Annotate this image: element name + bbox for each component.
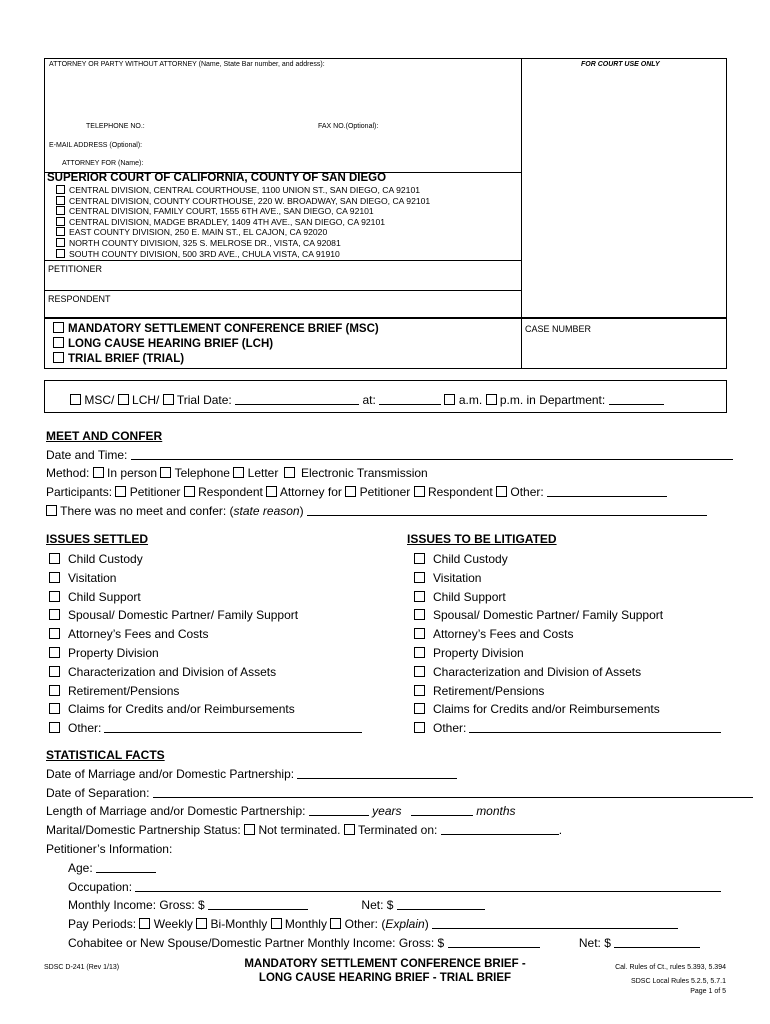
years-field[interactable] (309, 804, 369, 816)
not-terminated-checkbox[interactable] (244, 824, 255, 835)
pm-checkbox[interactable] (486, 394, 497, 405)
issue-item (414, 663, 721, 682)
issue-item (49, 682, 362, 701)
issue-label: Retirement/Pensions (68, 683, 180, 698)
footer-title-1: MANDATORY SETTLEMENT CONFERENCE BRIEF - (244, 958, 526, 970)
status-label: Marital/Domestic Partnership Status: (46, 823, 241, 837)
telephone-checkbox[interactable] (160, 467, 171, 478)
case-number-label: CASE NUMBER (525, 324, 592, 334)
terminated-on-label: Terminated on: (357, 823, 438, 837)
brief-type-checkbox[interactable] (53, 337, 64, 348)
settled-other-field[interactable] (104, 721, 362, 733)
settled-issue-checkbox[interactable] (49, 553, 60, 564)
letter-checkbox[interactable] (233, 467, 244, 478)
division-label: CENTRAL DIVISION, MADGE BRADLEY, 1409 4TH AVE., SAN DIEGO, CA 92101 (69, 216, 386, 227)
marriage-date-field[interactable] (297, 767, 457, 779)
close-paren: ) (299, 504, 304, 518)
telephone-label: TELEPHONE NO.: (86, 123, 145, 130)
division-checkbox[interactable] (56, 206, 65, 215)
occupation-field[interactable] (135, 880, 721, 892)
division-checkbox[interactable] (56, 217, 65, 226)
division-item (56, 238, 430, 249)
method-option: Letter (247, 466, 279, 480)
participant-option: Petitioner (359, 485, 411, 499)
gross-income-field[interactable] (208, 898, 308, 910)
issue-item (414, 569, 721, 588)
division-item (56, 249, 430, 260)
participants-row (46, 485, 667, 499)
issue-item (49, 606, 362, 625)
issue-item (414, 644, 721, 663)
trial-checkbox[interactable] (163, 394, 174, 405)
age-label: Age: (68, 861, 93, 875)
date-time-field[interactable] (131, 448, 733, 460)
form-id: SDSC D-241 (Rev 1/13) (44, 964, 120, 971)
pay-periods-row (68, 917, 678, 931)
participant-option: Other: (510, 485, 544, 499)
issue-label: Child Custody (68, 552, 143, 566)
trial-date-label: Trial Date: (176, 393, 232, 407)
cohabitee-net-field[interactable] (614, 936, 700, 948)
attorney-label: ATTORNEY OR PARTY WITHOUT ATTORNEY (Name, State Bar number, and address): (49, 61, 325, 68)
rules-2: SDSC Local Rules 5.2.5, 5.7.1 (631, 978, 726, 985)
terminated-checkbox[interactable] (344, 824, 355, 835)
age-row (68, 861, 156, 875)
issue-item (414, 682, 721, 701)
bimonthly-label: Bi-Monthly (210, 917, 268, 931)
issue-label: Retirement/Pensions (433, 683, 545, 698)
electronic-checkbox[interactable] (284, 467, 295, 478)
separation-date-label: Date of Separation: (46, 786, 150, 800)
close-paren: ) (424, 917, 429, 931)
no-meet-reason-field[interactable] (307, 504, 707, 516)
division-label: NORTH COUNTY DIVISION, 325 S. MELROSE DR., VISTA, CA 92081 (69, 237, 341, 248)
litigated-issue-checkbox[interactable] (414, 609, 425, 620)
cohabitee-label: Cohabitee or New Spouse/Domestic Partner Monthly Income: Gross: $ (68, 936, 445, 950)
issue-label: Other: (433, 721, 467, 736)
bimonthly-checkbox[interactable] (196, 918, 207, 929)
time-field[interactable] (379, 393, 441, 405)
division-item (56, 217, 430, 228)
meet-confer-title: MEET AND CONFER (46, 429, 163, 443)
division-label: EAST COUNTY DIVISION, 250 E. MAIN ST., EL CAJON, CA 92020 (69, 227, 328, 238)
no-meet-row (46, 504, 707, 518)
date-time-label: Date and Time: (46, 448, 128, 462)
terminated-on-field[interactable] (441, 823, 559, 835)
status-row (46, 823, 562, 837)
method-label: Method: (46, 466, 90, 480)
method-row (46, 466, 428, 480)
brief-type-checkbox[interactable] (53, 322, 64, 333)
brief-type-list (53, 322, 379, 367)
pm-label: p.m. in Department: (499, 393, 606, 407)
separation-date-row (46, 786, 753, 800)
division-checkbox[interactable] (56, 196, 65, 205)
attorney-for-label: ATTORNEY FOR (Name): (62, 160, 144, 167)
issue-label: Other: (68, 721, 102, 736)
marriage-date-row (46, 767, 457, 781)
settled-issue-checkbox[interactable] (49, 609, 60, 620)
brief-type-checkbox[interactable] (53, 352, 64, 363)
issue-item (414, 719, 721, 738)
years-label: years (372, 804, 402, 818)
length-row (46, 804, 516, 818)
issue-item (414, 550, 721, 569)
attorney-petitioner-checkbox[interactable] (345, 486, 356, 497)
issue-label: Visitation (68, 570, 117, 585)
pet-info-label: Petitioner’s Information: (46, 842, 173, 856)
petitioner-label: PETITIONER (48, 264, 103, 274)
not-terminated-label: Not terminated. (258, 823, 341, 837)
date-time-row (46, 448, 733, 462)
other-explain-label: Other: ( (344, 917, 386, 931)
department-field[interactable] (609, 393, 664, 405)
court-use-box (521, 58, 727, 318)
no-meet-label: There was no meet and confer: ( (60, 504, 234, 518)
brief-type-label: TRIAL BRIEF (TRIAL) (68, 353, 185, 365)
court-use-label: FOR COURT USE ONLY (581, 61, 660, 68)
weekly-checkbox[interactable] (139, 918, 150, 929)
division-checkbox[interactable] (56, 185, 65, 194)
issue-label: Property Division (68, 645, 159, 660)
brief-type-label: LONG CAUSE HEARING BRIEF (LCH) (68, 338, 274, 350)
lch-label: LCH/ (132, 393, 160, 407)
state-reason-label: state reason (233, 504, 300, 518)
participant-option: Respondent (198, 485, 263, 499)
page-number: Page 1 of 5 (690, 988, 726, 995)
litigated-issue-checkbox[interactable] (414, 685, 425, 696)
division-item (56, 206, 430, 217)
occupation-row (68, 880, 721, 894)
litigated-issue-checkbox[interactable] (414, 722, 425, 733)
division-label: CENTRAL DIVISION, CENTRAL COURTHOUSE, 1100 UNION ST., SAN DIEGO, CA 92101 (69, 185, 421, 195)
brief-type-item (53, 352, 379, 367)
monthly-income-label: Monthly Income: Gross: $ (68, 898, 205, 912)
participant-other-field[interactable] (547, 485, 667, 497)
issue-item (49, 588, 362, 607)
months-label: months (476, 804, 516, 818)
issue-item (49, 550, 362, 569)
trial-date-field[interactable] (235, 393, 359, 405)
issue-label: Claims for Credits and/or Reimbursements (433, 702, 660, 717)
attorney-respondent-checkbox[interactable] (414, 486, 425, 497)
division-label: CENTRAL DIVISION, COUNTY COURTHOUSE, 220 W. BROADWAY, SAN DIEGO, CA 92101 (69, 195, 431, 206)
issue-label: Spousal/ Domestic Partner/ Family Support (433, 608, 664, 623)
issues-litigated-list (414, 550, 721, 738)
no-meet-checkbox[interactable] (46, 505, 57, 516)
brief-type-label: MANDATORY SETTLEMENT CONFERENCE BRIEF (MSC) (68, 323, 379, 335)
division-item (56, 196, 430, 207)
method-option: Telephone (174, 466, 230, 480)
marriage-date-label: Date of Marriage and/or Domestic Partnership: (46, 767, 295, 781)
am-label: a.m. (458, 393, 483, 407)
division-checkbox[interactable] (56, 227, 65, 236)
issue-item (49, 663, 362, 682)
participant-petitioner-checkbox[interactable] (115, 486, 126, 497)
participants-label: Participants: (46, 485, 113, 499)
issue-item (414, 588, 721, 607)
issue-item (49, 625, 362, 644)
litigated-issue-checkbox[interactable] (414, 591, 425, 602)
issue-label: Characterization and Division of Assets (433, 664, 642, 679)
brief-type-item (53, 337, 379, 352)
brief-type-item (53, 322, 379, 337)
litigated-issue-checkbox[interactable] (414, 628, 425, 639)
division-item (56, 185, 430, 196)
litigated-issue-checkbox[interactable] (414, 647, 425, 658)
monthly-label: Monthly (284, 917, 327, 931)
issue-label: Child Support (68, 589, 141, 604)
income-row (68, 898, 485, 912)
issue-label: Visitation (433, 570, 482, 585)
settled-issue-checkbox[interactable] (49, 722, 60, 733)
settled-issue-checkbox[interactable] (49, 647, 60, 658)
division-label: CENTRAL DIVISION, FAMILY COURT, 1555 6TH AVE., SAN DIEGO, CA 92101 (69, 206, 374, 217)
email-label: E-MAIL ADDRESS (Optional): (49, 142, 143, 149)
age-field[interactable] (96, 861, 156, 873)
settled-issue-checkbox[interactable] (49, 628, 60, 639)
issue-item (49, 700, 362, 719)
statistical-title: STATISTICAL FACTS (46, 748, 165, 762)
trial-date-row (70, 393, 664, 407)
participant-option: Attorney for (279, 485, 342, 499)
participant-option: Petitioner (129, 485, 181, 499)
litigated-issue-checkbox[interactable] (414, 572, 425, 583)
method-option: Electronic Transmission (301, 466, 428, 480)
occupation-label: Occupation: (68, 880, 133, 894)
issue-label: Child Support (433, 589, 506, 604)
settled-issue-checkbox[interactable] (49, 703, 60, 714)
division-list (56, 185, 430, 259)
issue-label: Child Custody (433, 552, 508, 566)
issue-label: Attorney’s Fees and Costs (68, 627, 209, 642)
footer-title-2: LONG CAUSE HEARING BRIEF - TRIAL BRIEF (258, 972, 512, 984)
separation-date-field[interactable] (153, 786, 753, 798)
in-person-checkbox[interactable] (93, 467, 104, 478)
division-checkbox[interactable] (56, 249, 65, 258)
issue-item (414, 625, 721, 644)
at-label: at: (362, 393, 376, 407)
attorney-for-checkbox[interactable] (266, 486, 277, 497)
issue-label: Attorney’s Fees and Costs (433, 627, 574, 642)
division-checkbox[interactable] (56, 238, 65, 247)
settled-issue-checkbox[interactable] (49, 666, 60, 677)
cohabitee-row (68, 936, 700, 950)
issue-label: Spousal/ Domestic Partner/ Family Support (68, 608, 299, 623)
issue-item (49, 569, 362, 588)
explain-label: Explain (385, 917, 425, 931)
participant-respondent-checkbox[interactable] (184, 486, 195, 497)
msc-checkbox[interactable] (70, 394, 81, 405)
pay-other-checkbox[interactable] (330, 918, 341, 929)
issues-settled-list (49, 550, 362, 738)
division-item (56, 227, 430, 238)
net-income-field[interactable] (397, 898, 485, 910)
months-field[interactable] (411, 804, 473, 816)
method-option: In person (107, 466, 158, 480)
issues-litigated-title: ISSUES TO BE LITIGATED (407, 532, 557, 546)
monthly-checkbox[interactable] (271, 918, 282, 929)
participant-other-checkbox[interactable] (496, 486, 507, 497)
litigated-issue-checkbox[interactable] (414, 703, 425, 714)
settled-issue-checkbox[interactable] (49, 591, 60, 602)
pet-info-row (46, 842, 172, 856)
pay-other-field[interactable] (432, 917, 678, 929)
litigated-issue-checkbox[interactable] (414, 553, 425, 564)
issue-item (49, 719, 362, 738)
issue-label: Property Division (433, 645, 524, 660)
net2-label: Net: $ (578, 936, 611, 950)
court-title: SUPERIOR COURT OF CALIFORNIA, COUNTY OF SAN DIEGO (47, 172, 387, 184)
litigated-issue-checkbox[interactable] (414, 666, 425, 677)
issue-item (414, 700, 721, 719)
respondent-label: RESPONDENT (48, 294, 111, 304)
issue-label: Claims for Credits and/or Reimbursements (68, 702, 295, 717)
settled-issue-checkbox[interactable] (49, 685, 60, 696)
am-checkbox[interactable] (444, 394, 455, 405)
rules-1: Cal. Rules of Ct., rules 5.393, 5.394 (615, 964, 726, 971)
period: . (558, 823, 563, 837)
settled-issue-checkbox[interactable] (49, 572, 60, 583)
cohabitee-gross-field[interactable] (448, 936, 540, 948)
msc-label: MSC/ (84, 393, 115, 407)
issue-item (414, 606, 721, 625)
net-label: Net: $ (361, 898, 394, 912)
division-label: SOUTH COUNTY DIVISION, 500 3RD AVE., CHULA VISTA, CA 91910 (69, 248, 340, 259)
fax-label: FAX NO.(Optional): (318, 123, 379, 130)
lch-checkbox[interactable] (118, 394, 129, 405)
issue-item (49, 644, 362, 663)
litigated-other-field[interactable] (469, 721, 721, 733)
attorney-box (44, 58, 522, 172)
length-label: Length of Marriage and/or Domestic Partnership: (46, 804, 306, 818)
issue-label: Characterization and Division of Assets (68, 664, 277, 679)
pay-periods-label: Pay Periods: (68, 917, 137, 931)
issues-settled-title: ISSUES SETTLED (46, 532, 149, 546)
participant-option: Respondent (427, 485, 493, 499)
weekly-label: Weekly (153, 917, 193, 931)
